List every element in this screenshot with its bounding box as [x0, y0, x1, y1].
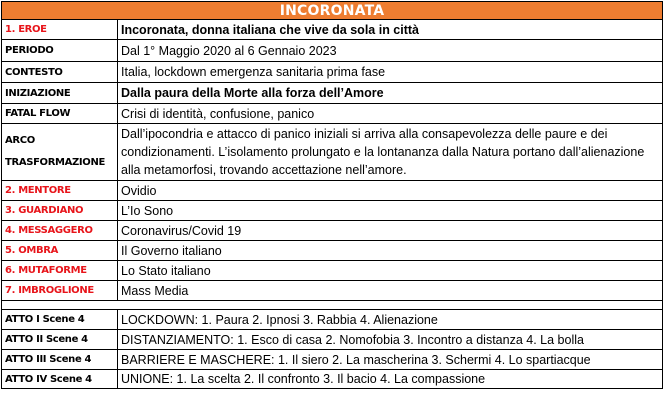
- act-label-2: ATTO II Scene 4: [2, 330, 118, 350]
- row-label-eroe: 1. EROE: [2, 20, 118, 40]
- row-value-ombra: Il Governo italiano: [118, 241, 663, 261]
- table-row: [2, 104, 663, 124]
- row-label-arco-trasformazione: ARCO TRASFORMAZIONE: [2, 124, 118, 181]
- act-row: [2, 310, 663, 330]
- act-row: [2, 330, 663, 350]
- table-row: [2, 62, 663, 83]
- row-value-messaggero: Coronavirus/Covid 19: [118, 221, 663, 241]
- row-label-mentore: 2. MENTORE: [2, 181, 118, 201]
- row-label-mutaforme: 6. MUTAFORME: [2, 261, 118, 281]
- row-value-arco-trasformazione: Dall’ipocondria e attacco di panico iniziali si arriva alla consapevolezza delle paure e dei condizionamenti. L’isolamento prolungato e la lontananza dalla Natura portano dall’alienazione alla metamorfosi, trovando accettazione nell’amore.: [118, 124, 663, 181]
- act-label-4: ATTO IV Scene 4: [2, 370, 118, 389]
- row-value-eroe: Incoronata, donna italiana che vive da sola in città: [118, 20, 663, 40]
- table-row: [2, 83, 663, 104]
- row-value-fatal-flow: Crisi di identità, confusione, panico: [118, 104, 663, 124]
- act-value-4: UNIONE: 1. La scelta 2. Il confronto 3. Il bacio 4. La compassione: [118, 370, 663, 389]
- act-label-1: ATTO I Scene 4: [2, 310, 118, 330]
- act-row: [2, 370, 663, 389]
- row-value-contesto: Italia, lockdown emergenza sanitaria prima fase: [118, 62, 663, 83]
- table-row: [2, 261, 663, 281]
- row-label-periodo: PERIODO: [2, 40, 118, 62]
- hero-journey-table: [1, 1, 663, 389]
- table-row: [2, 281, 663, 301]
- table-row: [2, 20, 663, 40]
- row-label-messaggero: 4. MESSAGGERO: [2, 221, 118, 241]
- act-value-3: BARRIERE E MASCHERE: 1. Il siero 2. La mascherina 3. Schermi 4. Lo spartiacque: [118, 350, 663, 370]
- row-value-iniziazione: Dalla paura della Morte alla forza dell’Amore: [118, 83, 663, 104]
- spacer-row: [2, 301, 663, 310]
- table-row: [2, 124, 663, 181]
- row-value-mentore: Ovidio: [118, 181, 663, 201]
- row-label-contesto: CONTESTO: [2, 62, 118, 83]
- row-label-fatal-flow: FATAL FLOW: [2, 104, 118, 124]
- row-value-mutaforme: Lo Stato italiano: [118, 261, 663, 281]
- act-value-2: DISTANZIAMENTO: 1. Esco di casa 2. Nomofobia 3. Incontro a distanza 4. La bolla: [118, 330, 663, 350]
- table-row: [2, 221, 663, 241]
- row-value-imbroglione: Mass Media: [118, 281, 663, 301]
- title-row: [2, 2, 663, 20]
- row-value-periodo: Dal 1° Maggio 2020 al 6 Gennaio 2023: [118, 40, 663, 62]
- row-label-iniziazione: INIZIAZIONE: [2, 83, 118, 104]
- row-label-ombra: 5. OMBRA: [2, 241, 118, 261]
- row-label-guardiano: 3. GUARDIANO: [2, 201, 118, 221]
- act-value-1: LOCKDOWN: 1. Paura 2. Ipnosi 3. Rabbia 4. Alienazione: [118, 310, 663, 330]
- table-row: [2, 181, 663, 201]
- table-row: [2, 40, 663, 62]
- table-title: INCORONATA: [2, 2, 663, 20]
- table-row: [2, 241, 663, 261]
- row-value-guardiano: L’Io Sono: [118, 201, 663, 221]
- row-label-imbroglione: 7. IMBROGLIONE: [2, 281, 118, 301]
- table-row: [2, 201, 663, 221]
- act-label-3: ATTO III Scene 4: [2, 350, 118, 370]
- act-row: [2, 350, 663, 370]
